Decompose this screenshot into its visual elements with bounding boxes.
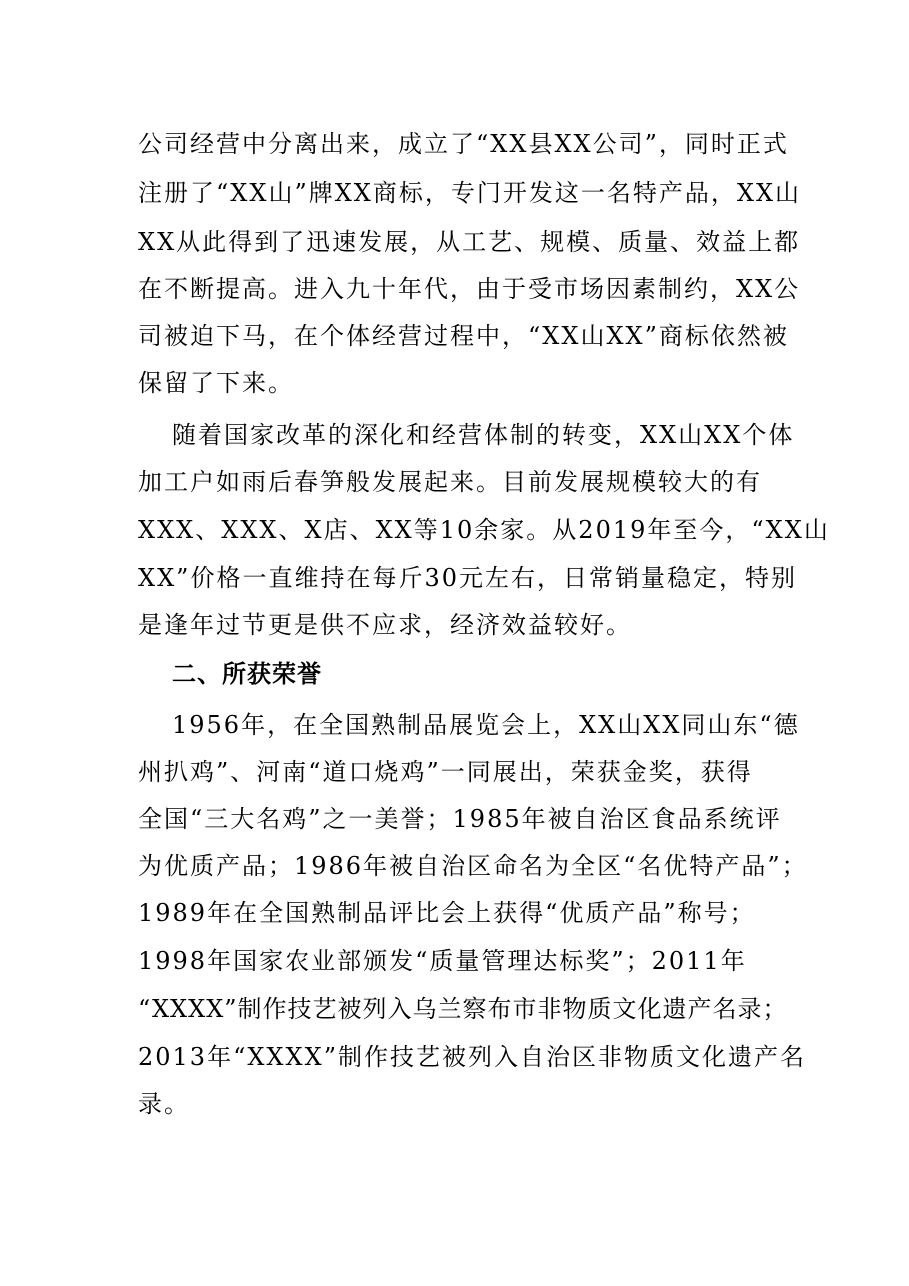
paragraph-3-line-3: 全国“三大名鸡”之一美誉；1985年被自治区食品系统评 [138, 805, 782, 833]
paragraph-1-line-3: XX从此得到了迅速发展，从工艺、规模、质量、效益上都 [138, 228, 801, 256]
paragraph-3-line-1: 1956年，在全国熟制品展览会上，XX山XX同山东“德 [172, 711, 800, 739]
paragraph-2-line-3: XXX、XXX、X店、XX等10余家。从2019年至今，“XX山 [138, 516, 830, 544]
paragraph-1-line-5: 司被迫下马，在个体经营过程中，“XX山XX”商标依然被 [138, 322, 789, 350]
paragraph-3-line-7: “XXXX”制作技艺被列入乌兰察布市非物质文化遗产名录； [138, 995, 788, 1023]
paragraph-1-line-1: 公司经营中分离出来，成立了“XX县XX公司”，同时正式 [138, 130, 789, 158]
paragraph-2-line-4: XX”价格一直维持在每斤30元左右，日常销量稳定，特别 [138, 564, 797, 592]
paragraph-1-line-2: 注册了“XX山”牌XX商标，专门开发这一名特产品，XX山 [138, 179, 802, 207]
section-heading-honors: 二、所获荣誉 [172, 660, 322, 688]
paragraph-3-line-8: 2013年“XXXX”制作技艺被列入自治区非物质文化遗产名 [138, 1043, 806, 1071]
paragraph-1-line-6: 保留了下来。 [138, 369, 294, 397]
paragraph-1-line-4: 在不断提高。进入九十年代，由于受市场因素制约，XX公 [138, 275, 801, 303]
paragraph-2-line-2: 加工户如雨后春笋般发展起来。目前发展规模较大的有 [138, 468, 762, 496]
paragraph-3-line-6: 1998年国家农业部颁发“质量管理达标奖”；2011年 [138, 947, 747, 975]
paragraph-3-line-2: 州扒鸡”、河南“道口烧鸡”一同展出，荣获金奖，获得 [138, 758, 753, 786]
paragraph-2-line-1: 随着国家改革的深化和经营体制的转变，XX山XX个体 [172, 421, 795, 449]
paragraph-3-line-4: 为优质产品；1986年被自治区命名为全区“名优特产品”； [138, 852, 808, 880]
paragraph-2-line-5: 是逢年过节更是供不应求，经济效益较好。 [138, 611, 632, 639]
paragraph-3-line-5: 1989年在全国熟制品评比会上获得“优质产品”称号； [138, 899, 756, 927]
paragraph-3-line-9: 录。 [138, 1090, 190, 1118]
